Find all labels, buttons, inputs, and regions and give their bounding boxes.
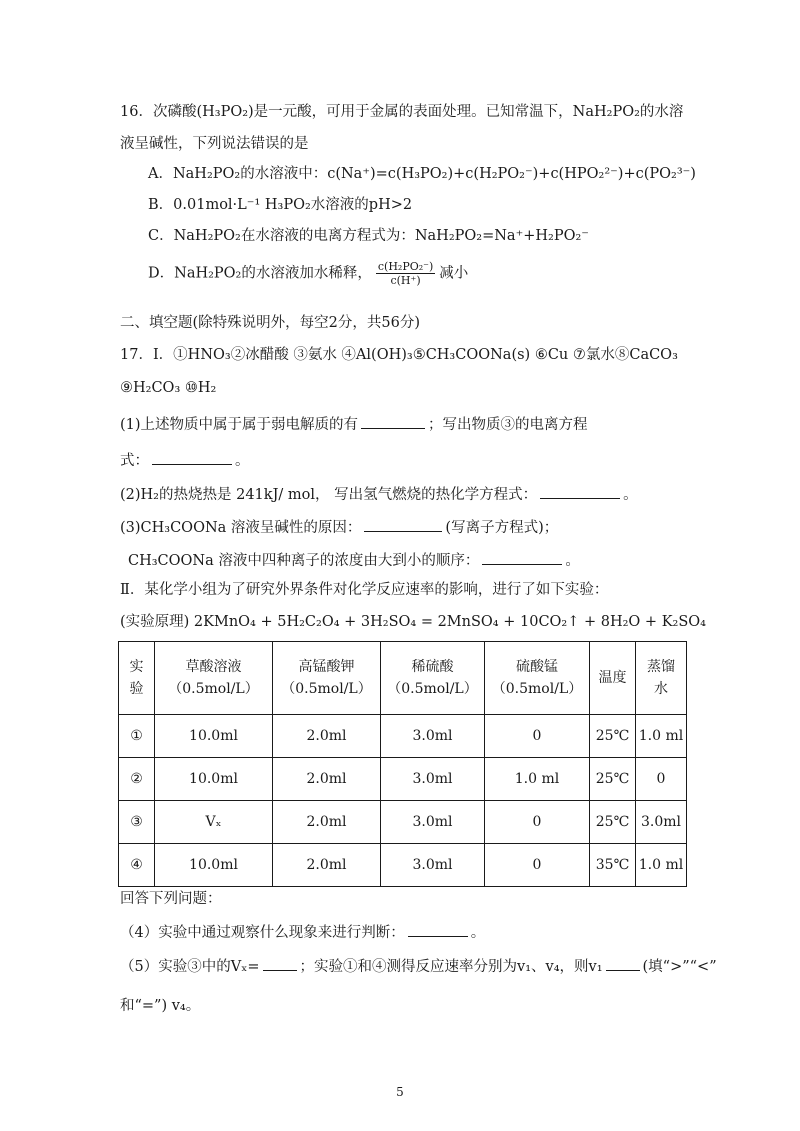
table-cell: 0: [485, 715, 590, 758]
q16-option-a: A．NaH₂PO₂的水溶液中：c(Na⁺)=c(H₃PO₂)+c(H₂PO₂⁻)+c(HPO₂²⁻)+c(PO₂³⁻): [148, 166, 696, 182]
q16-stem-line2: 液呈碱性，下列说法错误的是: [120, 136, 309, 152]
q16-option-c: C．NaH₂PO₂在水溶液的电离方程式为：NaH₂PO₂=Na⁺+H₂PO₂⁻: [148, 228, 589, 244]
q17-sub5: [120, 954, 717, 977]
table-cell: 3.0ml: [381, 758, 485, 801]
table-cell: 2.0ml: [273, 844, 381, 887]
q16-stem-line1: 16．次磷酸(H₃PO₂)是一元酸，可用于金属的表面处理。已知常温下，NaH₂PO₂的水溶: [120, 104, 684, 120]
answer-blank[interactable]: [263, 954, 297, 971]
q16-option-d: [148, 260, 468, 287]
table-header-cell: 高锰酸钾 （0.5mol/L）: [273, 642, 381, 715]
table-row: [119, 844, 687, 887]
q17-sub1-text2: ；写出物质③的电离方程: [428, 417, 588, 433]
table-header-cell: 稀硫酸 （0.5mol/L）: [381, 642, 485, 715]
table-cell: 10.0ml: [155, 758, 273, 801]
answer-blank[interactable]: [408, 920, 468, 937]
fraction-denominator: c(H⁺): [390, 274, 421, 287]
q17-sub5-mid: ；实验①和④测得反应速率分别为v₁、v₄，则v₁: [299, 959, 603, 975]
reaction-principle: (实验原理) 2KMnO₄ + 5H₂C₂O₄ + 3H₂SO₄ = 2MnSO₄ + 10CO₂↑ + 8H₂O + K₂SO₄: [120, 614, 706, 630]
q17-sub4: [120, 920, 485, 943]
table-cell: 3.0ml: [381, 844, 485, 887]
q17-sub1: [120, 412, 588, 435]
table-cell: 3.0ml: [636, 801, 687, 844]
answer-prompt: 回答下列问题：: [120, 891, 222, 907]
table-cell: 2.0ml: [273, 758, 381, 801]
q17-sub3: [120, 515, 558, 538]
table-cell: 2.0ml: [273, 801, 381, 844]
q16-option-d-suffix: 减小: [439, 265, 469, 282]
table-header-cell: 实 验: [119, 642, 155, 715]
table-cell: 3.0ml: [381, 801, 485, 844]
table-cell: 1.0 ml: [485, 758, 590, 801]
table-cell: 0: [485, 801, 590, 844]
q17-sub5-fill: (填“>”“<”: [642, 959, 717, 975]
q17-sub3-line2: [128, 548, 580, 571]
table-header-row: [119, 642, 687, 715]
answer-blank[interactable]: [540, 482, 620, 499]
q16-option-d-prefix: D．NaH₂PO₂的水溶液加水稀释，: [148, 265, 372, 282]
q17-sub4-text: （4）实验中通过观察什么现象来进行判断：: [120, 925, 405, 941]
table-cell: ②: [119, 758, 155, 801]
fraction-numerator: c(H₂PO₂⁻): [377, 260, 434, 273]
q17-sub3-line2-text: CH₃COONa 溶液中四种离子的浓度由大到小的顺序：: [128, 553, 480, 569]
table-cell: 2.0ml: [273, 715, 381, 758]
experiment-table: [118, 641, 687, 887]
table-cell: 25℃: [590, 715, 636, 758]
table-header-cell: 温度: [590, 642, 636, 715]
table-cell: 10.0ml: [155, 715, 273, 758]
table-cell: 0: [636, 758, 687, 801]
q16-option-d-fraction: [376, 260, 435, 287]
table-cell: ③: [119, 801, 155, 844]
table-cell: 1.0 ml: [636, 844, 687, 887]
q17-sub2-text: (2)H₂的热烧热是 241kJ/ mol， 写出氢气燃烧的热化学方程式：: [120, 487, 538, 503]
q17-sub4-end: 。: [470, 925, 486, 941]
page-number: 5: [396, 1085, 404, 1099]
q17-sub5-text: （5）实验③中的Vₓ=: [120, 959, 260, 975]
q17-sub3-end: 。: [565, 553, 580, 569]
table-cell: 1.0 ml: [636, 715, 687, 758]
table-cell: 3.0ml: [381, 715, 485, 758]
answer-blank[interactable]: [361, 412, 425, 429]
q17-sub2: [120, 482, 638, 505]
q17-sub1-cont: [120, 448, 250, 471]
table-cell: 10.0ml: [155, 844, 273, 887]
table-cell: Vₓ: [155, 801, 273, 844]
q17-sub1-end: 。: [235, 453, 250, 469]
q17-sub3-note: (写离子方程式)；: [445, 520, 559, 536]
q17-part1-line2: ⑨H₂CO₃ ⑩H₂: [120, 380, 217, 396]
section2-heading: 二、填空题(除特殊说明外，每空2分，共56分): [120, 315, 420, 331]
answer-blank[interactable]: [482, 548, 562, 565]
q17-sub3-text: (3)CH₃COONa 溶液呈碱性的原因：: [120, 520, 362, 536]
answer-blank[interactable]: [364, 515, 442, 532]
table-header-cell: 草酸溶液 （0.5mol/L）: [155, 642, 273, 715]
table-cell: 25℃: [590, 758, 636, 801]
table-cell: ①: [119, 715, 155, 758]
q17-sub1-text3: 式：: [120, 453, 149, 469]
table-row: [119, 801, 687, 844]
q17-sub1-text: (1)上述物质中属于属于弱电解质的有: [120, 417, 359, 433]
answer-blank[interactable]: [152, 448, 232, 465]
table-cell: 25℃: [590, 801, 636, 844]
table-header-cell: 蒸馏 水: [636, 642, 687, 715]
table-row: [119, 758, 687, 801]
table-header-cell: 硫酸锰 （0.5mol/L）: [485, 642, 590, 715]
q17-part1-line1: 17．Ⅰ．①HNO₃②冰醋酸 ③氨水 ④Al(OH)₃⑤CH₃COONa(s) ⑥Cu ⑦氯水⑧CaCO₃: [120, 347, 678, 363]
answer-blank[interactable]: [606, 954, 640, 971]
q17-sub5-line2: 和“=”) v₄。: [120, 998, 201, 1014]
table-row: [119, 715, 687, 758]
table-cell: 0: [485, 844, 590, 887]
table-cell: ④: [119, 844, 155, 887]
q17-sub2-end: 。: [623, 487, 638, 503]
q16-option-b: B．0.01mol·L⁻¹ H₃PO₂水溶液的pH>2: [148, 197, 413, 213]
table-cell: 35℃: [590, 844, 636, 887]
q17-part2-line: Ⅱ．某化学小组为了研究外界条件对化学反应速率的影响，进行了如下实验：: [120, 582, 609, 598]
